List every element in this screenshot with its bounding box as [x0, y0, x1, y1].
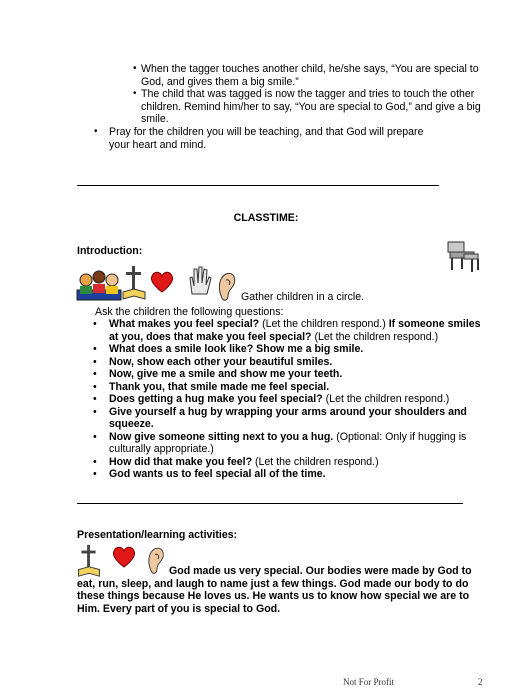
question-item: • Does getting a hug make you feel special? (Let the children respond.) — [93, 393, 450, 405]
question-item: • Thank you, that smile made me feel special. — [93, 380, 330, 393]
presentation-paragraph: God made us very special. Our bodies were made by God to eat, run, sleep, and laugh to name just a few things. God made our body to do these things because He loves us. He wants us to know how special we are to Him. Every part of you is special to God. — [77, 565, 472, 615]
question-item: • What does a smile look like? Show me a big smile. — [93, 343, 364, 355]
sub-bullet-text: The child that was tagged is now the tagger and tries to touch the other children. Remind him/her to say, “You are special to God,” and give a big smile. — [141, 88, 481, 125]
classtime-heading: CLASSTIME: — [233, 212, 299, 224]
cross-bible-icon — [121, 264, 147, 302]
bullet-dot: • — [93, 455, 97, 468]
divider-top — [77, 185, 439, 186]
presentation-heading: Presentation/learning activities: — [77, 529, 238, 541]
heart-icon — [149, 270, 175, 294]
ask-text: Ask the children the following questions: — [95, 306, 284, 318]
bullet-dot: • — [93, 405, 97, 418]
bullet-dot: • — [93, 468, 97, 480]
footer-label: Not For Profit — [343, 677, 395, 687]
bullet-dot: • — [93, 318, 97, 330]
question-item: • Now, show each other your beautiful smiles. — [93, 355, 333, 368]
question-item: • What makes you feel special? (Let the children respond.) If someone smiles at you, does that make you feel special? (Let the children respond.) — [93, 318, 481, 343]
prayer-text: Pray for the children you will be teaching, and that God will prepare your heart and mind. — [109, 126, 424, 151]
ear-icon — [216, 270, 238, 302]
sub-bullet-2 — [133, 88, 493, 126]
bullet-dot: • — [93, 380, 97, 393]
bullet-dot: • — [93, 393, 97, 405]
chair-icon — [444, 240, 484, 274]
gather-text: Gather children in a circle. — [241, 291, 365, 303]
questions-list — [93, 318, 483, 481]
children-group-icon — [76, 268, 122, 302]
prayer-bullet — [94, 126, 434, 151]
question-item: • Give yourself a hug by wrapping your arms around your shoulders and squeeze. — [93, 405, 467, 430]
bullet-dot: • — [93, 430, 97, 443]
page-number: 2 — [478, 677, 483, 687]
bullet-dot: • — [94, 126, 98, 137]
bullet-dot: • — [93, 355, 97, 368]
sub-bullet-text: When the tagger touches another child, he/she says, “You are special to God, and gives them a big smile.” — [141, 63, 479, 88]
bullet-dot: • — [93, 368, 97, 380]
question-item: • Now give someone sitting next to you a hug. (Optional: Only if hugging is culturally appropriate.) — [93, 430, 467, 455]
hand-icon — [186, 264, 212, 298]
question-item: • How did that make you feel? (Let the children respond.) — [93, 455, 379, 468]
question-item: • God wants us to feel special all of the time. — [93, 468, 326, 480]
introduction-heading: Introduction: — [77, 245, 143, 257]
divider-bottom — [77, 503, 463, 504]
question-item: • Now, give me a smile and show me your teeth. — [93, 368, 343, 380]
bullet-dot: • — [133, 88, 137, 99]
bullet-dot: • — [93, 343, 97, 355]
sub-bullet-1 — [133, 63, 493, 88]
bullet-dot: • — [133, 63, 137, 74]
